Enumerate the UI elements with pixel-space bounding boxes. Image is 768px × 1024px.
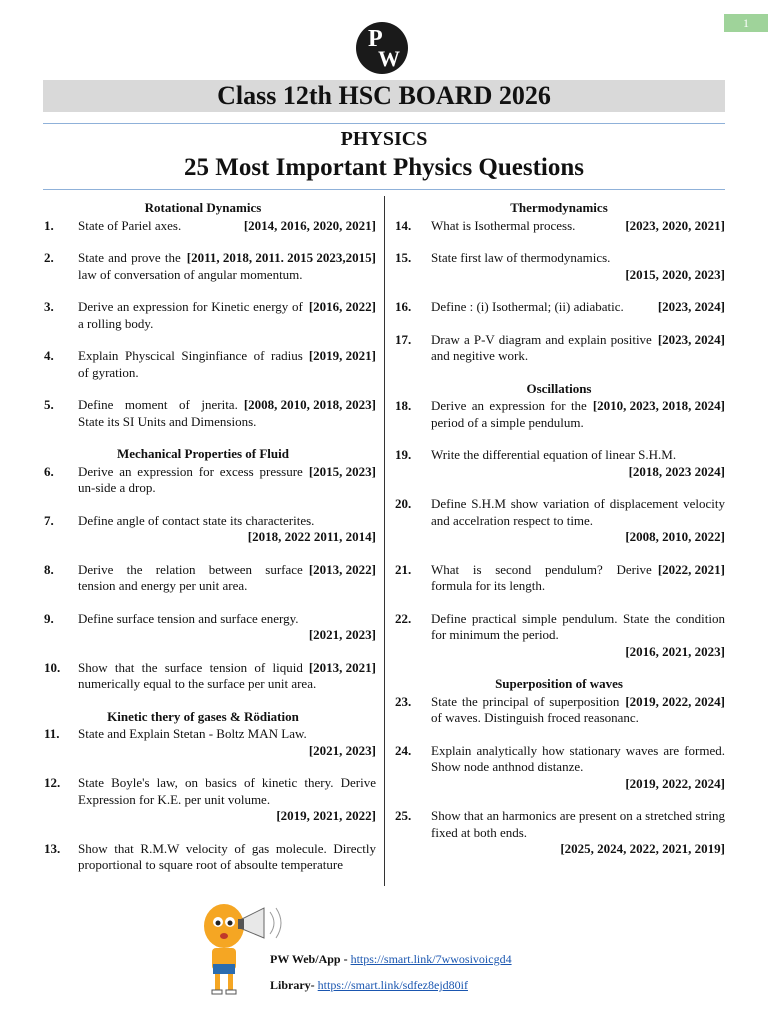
question-item (393, 611, 725, 661)
question-item (30, 562, 376, 595)
question-body (431, 299, 725, 316)
question-item (393, 250, 725, 283)
question-body (431, 611, 725, 661)
question-number: 2. (44, 250, 54, 265)
question-item (30, 775, 376, 825)
question-years: [2016, 2022] (308, 299, 376, 314)
page-number: 1 (724, 14, 768, 32)
logo-letter-w: W (378, 46, 400, 71)
question-years: [2011, 2018, 2011. 2015 2023,2015] (186, 250, 376, 265)
question-body (431, 694, 725, 727)
pw-logo-icon (356, 22, 408, 74)
question-years: [2025, 2024, 2022, 2021, 2019] (560, 841, 725, 856)
question-item (393, 332, 725, 365)
question-number: 1. (44, 217, 54, 233)
question-item (393, 447, 725, 480)
question-years: [2019, 2021] (308, 348, 376, 363)
question-item (30, 299, 376, 332)
left-column (30, 197, 376, 890)
question-body (431, 447, 725, 480)
section-heading: Superposition of waves (495, 676, 623, 691)
question-text: Define surface tension and surface energy. (78, 610, 299, 626)
footer-library-label: Library- (270, 978, 318, 992)
question-item (393, 299, 725, 316)
question-body (78, 513, 376, 546)
section-heading: Mechanical Properties of Fluid (117, 446, 289, 461)
question-body (78, 299, 376, 332)
question-item (393, 562, 725, 595)
question-number: 14. (395, 217, 412, 233)
question-text: Define moment of jnerita. State its SI Units and Dimensions. (78, 397, 257, 429)
question-number: 7. (44, 512, 54, 528)
question-item (393, 808, 725, 858)
question-number: 10. (44, 659, 61, 675)
column-divider (384, 196, 385, 886)
question-text: Define S.H.M show variation of displacement velocity and accelration respect to time. (431, 496, 725, 528)
question-years: [2015, 2023] (308, 463, 376, 479)
question-years: [2016, 2021, 2023] (625, 643, 725, 659)
question-body (78, 464, 376, 497)
question-text: Write the differential equation of linear S.H.M. (431, 447, 677, 462)
question-text: State the principal of superposition of waves. Distinguish froced reasonanc. (431, 693, 639, 725)
question-number: 19. (395, 447, 412, 462)
question-number: 5. (44, 397, 54, 412)
question-body (431, 218, 725, 235)
question-text: Define practical simple pendulum. State the condition for minimum the period. (431, 610, 725, 642)
question-item (393, 496, 725, 546)
question-text: State and Explain Stetan - Boltz MAN Law. (78, 726, 307, 741)
question-body (78, 775, 376, 825)
logo-letter-p: P (368, 26, 383, 52)
question-text: Explain Physcical Singinfiance of radius of gyration. (78, 348, 303, 380)
question-number: 21. (395, 561, 412, 577)
question-text: What is second pendulum? Derive formula for its length. (431, 561, 652, 593)
question-item (30, 660, 376, 693)
question-number: 24. (395, 742, 412, 758)
section-heading: Thermodynamics (510, 200, 608, 215)
question-years: [2008, 2010, 2022] (625, 529, 725, 544)
right-column (393, 197, 725, 874)
question-text: Define angle of contact state its characterites. (78, 512, 315, 528)
question-item (30, 841, 376, 874)
question-item (30, 726, 376, 759)
question-body (431, 562, 725, 595)
question-text: Define : (i) Isothermal; (ii) adiabatic. (431, 299, 624, 314)
question-text: What is Isothermal process. (431, 217, 576, 233)
document-title: Class 12th HSC BOARD 2026 (43, 80, 725, 112)
question-body (431, 496, 725, 546)
question-text: Show that an harmonics are present on a stretched string fixed at both ends. (431, 808, 725, 840)
question-body (431, 398, 725, 431)
question-years: [2023, 2024] (657, 331, 725, 347)
question-number: 18. (395, 398, 412, 413)
question-text: Show that the surface tension of liquid numerically equal to the surface per unit area. (78, 659, 317, 691)
question-years: [2022, 2021] (657, 561, 725, 577)
question-text: State and prove the law of conversation of angular momentum. (78, 250, 303, 282)
question-years: [2018, 2023 2024] (628, 463, 725, 479)
question-body (78, 348, 376, 381)
question-years: [2013, 2022] (308, 561, 376, 577)
subtitle-heading: 25 Most Important Physics Questions (183, 154, 584, 181)
question-number: 8. (44, 561, 54, 577)
question-number: 20. (395, 496, 412, 511)
question-years: [2023, 2024] (657, 299, 725, 314)
question-years: [2018, 2022 2011, 2014] (247, 529, 376, 544)
question-item (393, 694, 725, 727)
question-years: [2008, 2010, 2018, 2023] (243, 397, 376, 412)
question-number: 15. (395, 250, 412, 265)
web-app-link[interactable]: https://smart.link/7wwosivoicgd4 (350, 952, 512, 966)
question-body (431, 743, 725, 793)
question-body (78, 562, 376, 595)
question-body (78, 250, 376, 283)
question-item (393, 743, 725, 793)
question-text: Derive an expression for Kinetic energy of a rolling body. (78, 299, 303, 331)
question-body (78, 726, 376, 759)
question-number: 3. (44, 299, 54, 314)
question-body (78, 218, 376, 235)
section-heading: Rotational Dynamics (144, 200, 262, 215)
question-text: State Boyle's law, on basics of kinetic thery. Derive Expression for K.E. per unit volume. (78, 775, 376, 807)
rule-bottom (43, 189, 725, 190)
question-body (78, 660, 376, 693)
question-years: [2013, 2021] (308, 659, 376, 675)
question-years: [2015, 2020, 2023] (625, 266, 725, 282)
question-years: [2019, 2022, 2024] (625, 775, 725, 791)
question-item (30, 397, 376, 430)
question-years: [2023, 2020, 2021] (625, 217, 725, 233)
question-body (431, 332, 725, 365)
question-text: State first law of thermodynamics. (431, 250, 611, 265)
footer-library-row (270, 978, 468, 993)
subject-heading: PHYSICS (340, 128, 428, 150)
question-years: [2019, 2021, 2022] (276, 808, 376, 823)
question-item (393, 218, 725, 235)
question-number: 12. (44, 775, 61, 790)
library-link[interactable]: https://smart.link/sdfez8ejd80if (317, 978, 468, 992)
question-number: 16. (395, 299, 412, 314)
question-years: [2010, 2023, 2018, 2024] (592, 398, 725, 413)
question-years: [2014, 2016, 2020, 2021] (243, 217, 376, 233)
question-item (393, 398, 725, 431)
section-heading: Oscillations (526, 380, 592, 396)
rule-top (43, 123, 725, 124)
question-years: [2021, 2023] (308, 742, 376, 758)
question-number: 6. (44, 463, 54, 479)
question-text: Draw a P-V diagram and explain positive and negitive work. (431, 331, 652, 363)
question-number: 11. (44, 726, 60, 741)
question-number: 23. (395, 693, 412, 709)
question-body (78, 841, 376, 874)
question-item (30, 348, 376, 381)
question-item (30, 464, 376, 497)
question-body (78, 397, 376, 430)
question-number: 13. (44, 840, 61, 856)
question-text: Derive an expression for excess pressure un-side a drop. (78, 463, 303, 495)
question-text: Show that R.M.W velocity of gas molecule. Directly proportional to square root of absoulte temperature (78, 840, 376, 872)
question-body (431, 808, 725, 858)
question-number: 25. (395, 808, 412, 823)
question-item (30, 513, 376, 546)
question-text: State of Pariel axes. (78, 217, 182, 233)
question-item (30, 250, 376, 283)
question-item (30, 611, 376, 644)
question-text: Derive an expression for the period of a simple pendulum. (431, 398, 587, 430)
question-text: Derive the relation between surface tension and energy per unit area. (78, 561, 303, 593)
section-heading: Kinetic thery of gases & Rödiation (107, 708, 299, 724)
question-item (30, 218, 376, 235)
footer-web-row (270, 952, 512, 967)
question-years: [2019, 2022, 2024] (625, 693, 725, 709)
question-number: 22. (395, 610, 412, 626)
question-number: 4. (44, 348, 54, 363)
footer-web-label: PW Web/App - (270, 952, 351, 966)
question-number: 17. (395, 331, 412, 347)
question-number: 9. (44, 610, 54, 626)
question-body (431, 250, 725, 283)
question-years: [2021, 2023] (308, 627, 376, 642)
question-text: Explain analytically how stationary waves are formed. Show node anthnod distanze. (431, 742, 725, 774)
question-body (78, 611, 376, 644)
